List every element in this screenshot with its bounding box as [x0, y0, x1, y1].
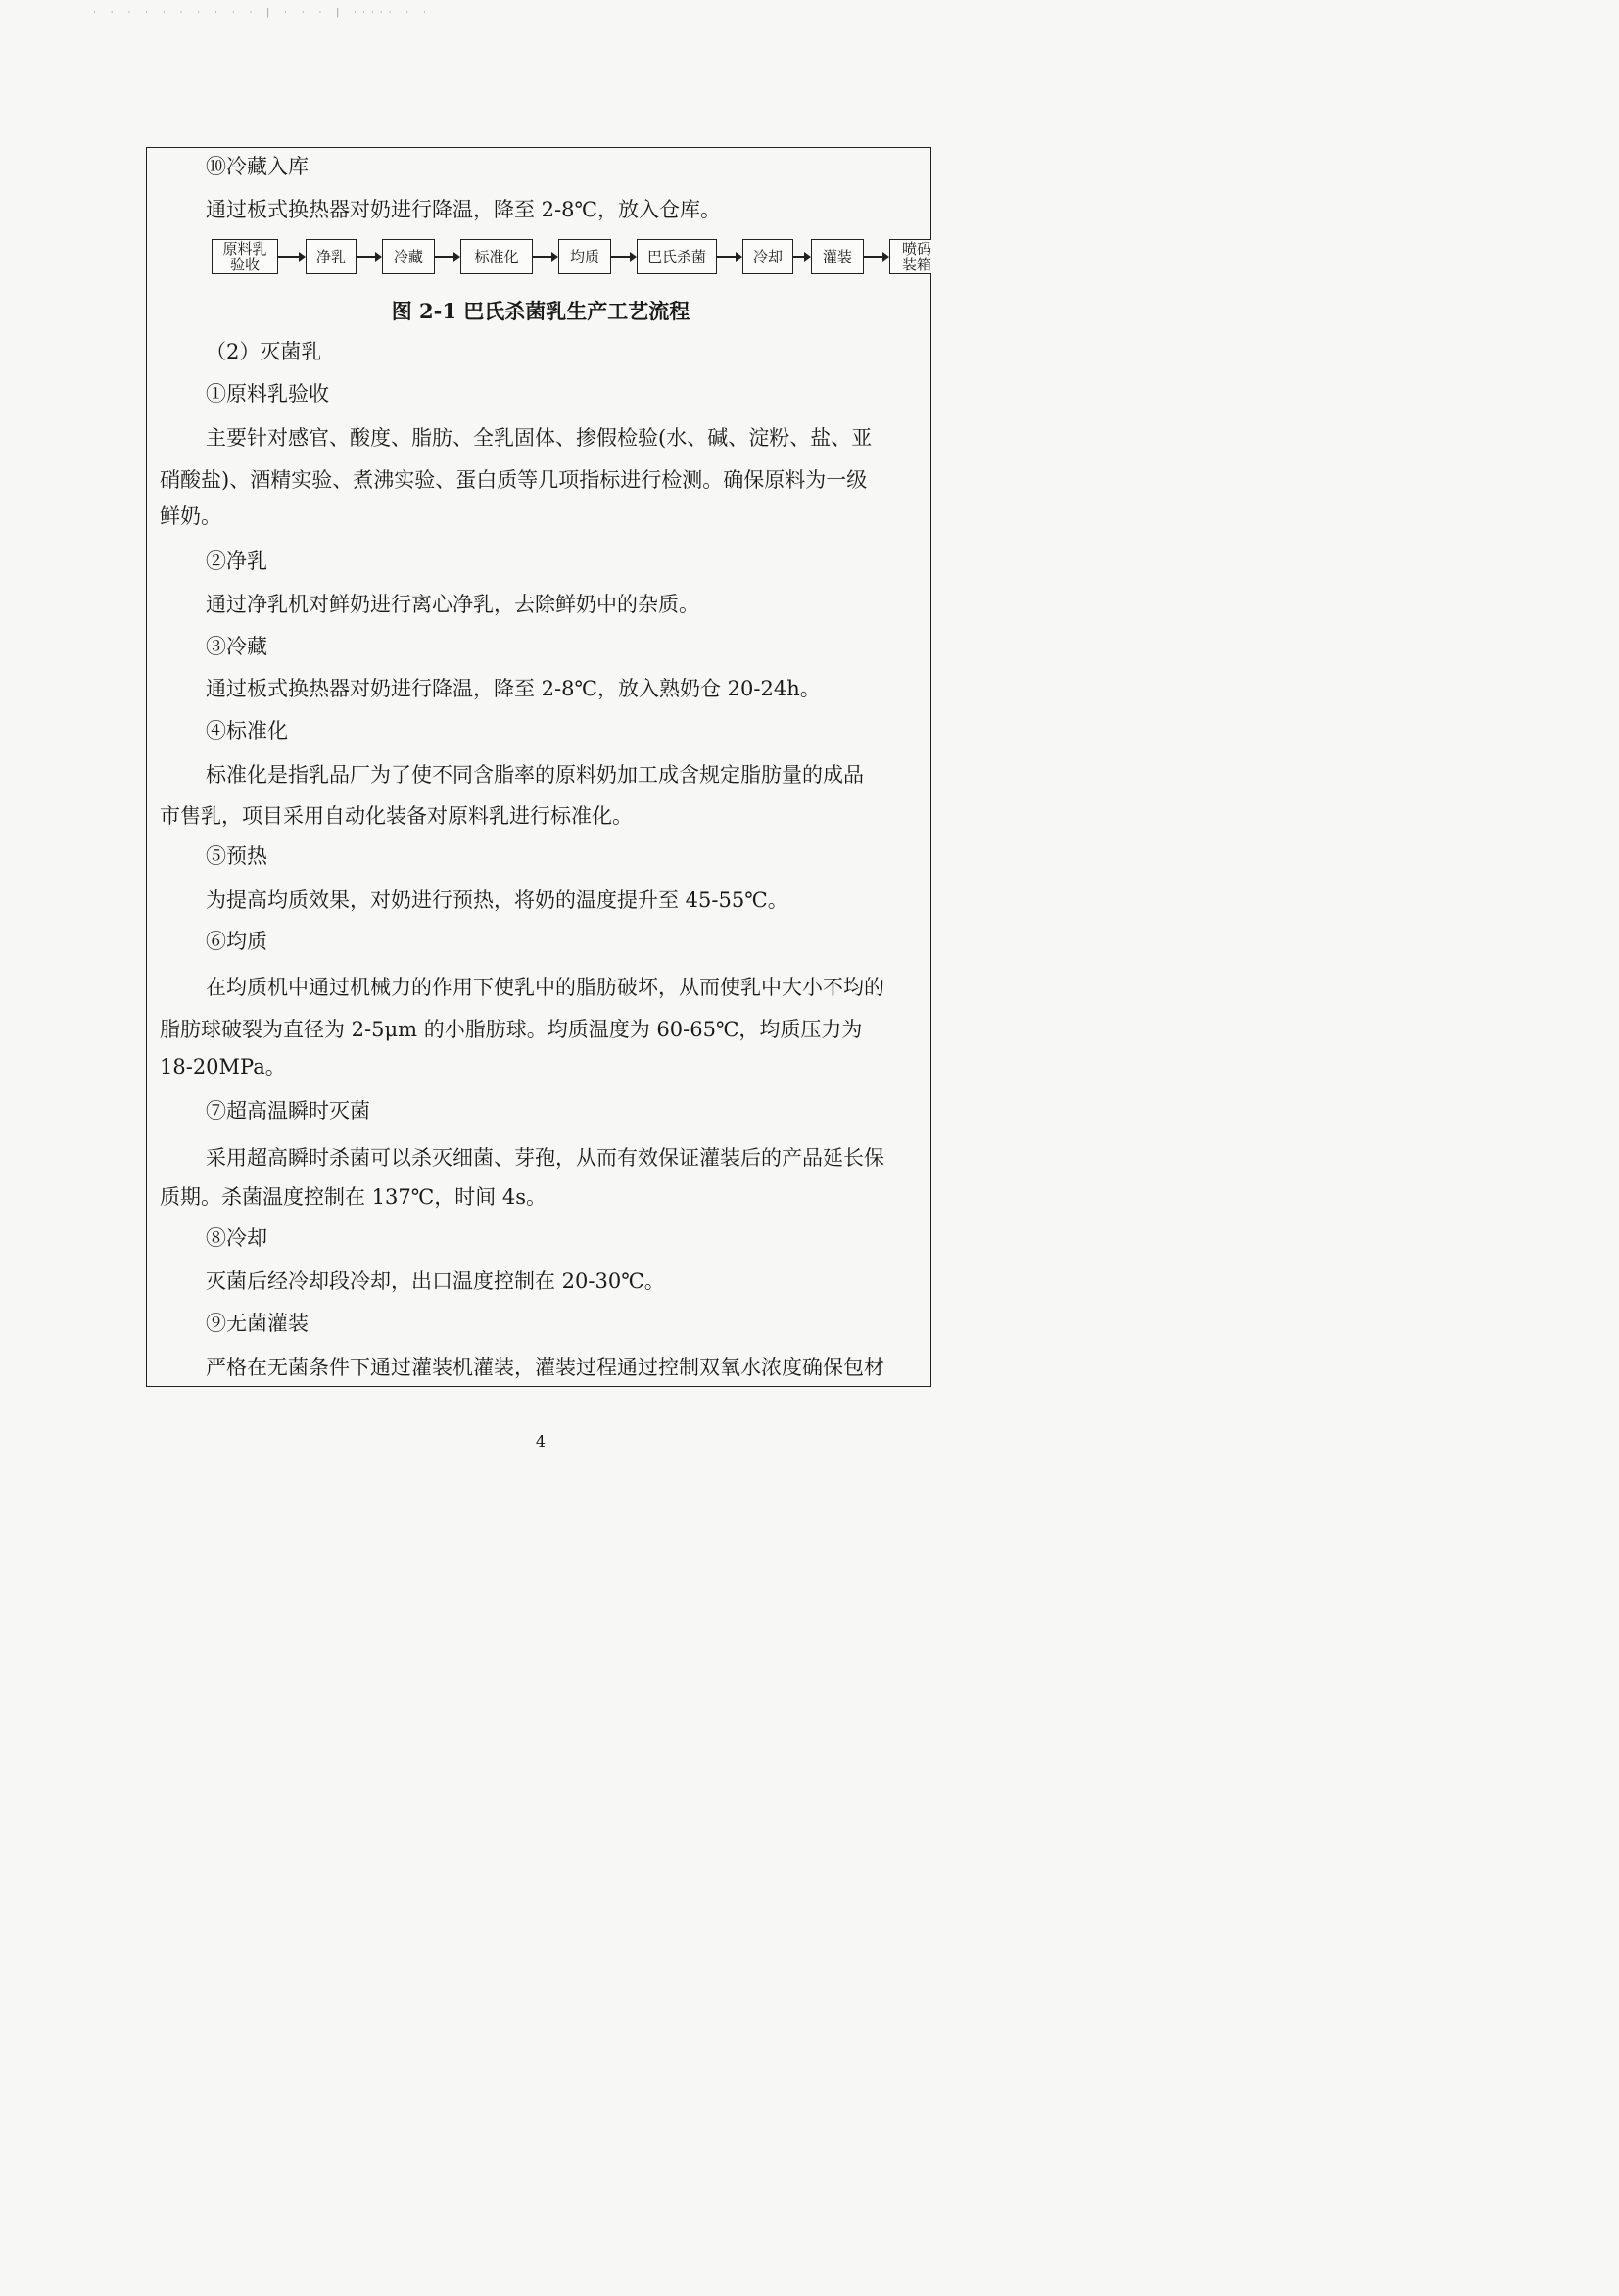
step-heading: ⑤预热 — [206, 844, 267, 868]
flow-arrow — [864, 256, 887, 258]
flow-step-label: 冷藏 — [393, 248, 423, 265]
flow-step-box — [306, 239, 357, 274]
process-flow-diagram — [209, 237, 931, 280]
paragraph-line: 严格在无菌条件下通过灌装机灌装，灌装过程通过控制双氧水浓度确保包材 — [206, 1356, 884, 1379]
flow-arrow — [357, 256, 380, 258]
paragraph-line: 为提高均质效果，对奶进行预热，将奶的温度提升至 45-55℃。 — [206, 888, 788, 912]
flow-step-label: 均质 — [569, 248, 599, 265]
step-heading: ⑨无菌灌装 — [206, 1312, 309, 1335]
flow-step-label: 巴氏杀菌 — [646, 248, 706, 265]
page-number: 4 — [535, 1432, 547, 1451]
paragraph-line: 通过板式换热器对奶进行降温，降至 2-8℃，放入仓库。 — [206, 198, 721, 221]
paragraph-line: 在均质机中通过机械力的作用下使乳中的脂肪破坏，从而使乳中大小不均的 — [206, 976, 884, 999]
step-heading: ⑩冷藏入库 — [206, 155, 309, 178]
paragraph-line: 采用超高瞬时杀菌可以杀灭细菌、芽孢，从而有效保证灌装后的产品延长保 — [206, 1146, 884, 1170]
flow-arrow — [717, 256, 740, 258]
flow-step-box — [811, 239, 864, 274]
step-heading: ④标准化 — [206, 719, 288, 742]
paragraph-line: 市售乳，项目采用自动化装备对原料乳进行标准化。 — [160, 804, 633, 828]
step-heading: ⑥均质 — [206, 930, 267, 953]
flow-step-box — [637, 239, 717, 274]
section-heading: （2）灭菌乳 — [206, 340, 322, 363]
paragraph-line: 质期。杀菌温度控制在 137℃，时间 4s。 — [160, 1185, 548, 1209]
flow-step-label: 灌装 — [822, 248, 852, 265]
flow-arrow — [533, 256, 556, 258]
paragraph-line: 主要针对感官、酸度、脂肪、全乳固体、掺假检验(水、碱、淀粉、盐、亚 — [206, 426, 873, 450]
paragraph-line: 标准化是指乳品厂为了使不同含脂率的原料奶加工成含规定脂肪量的成品 — [206, 763, 864, 787]
flow-step-label: 原料乳 验收 — [222, 240, 267, 273]
flow-step-box — [382, 239, 435, 274]
step-heading: ②净乳 — [206, 550, 267, 573]
step-heading: ①原料乳验收 — [206, 382, 329, 406]
flow-step-box — [460, 239, 533, 274]
figure-caption: 图 2-1 巴氏杀菌乳生产工艺流程 — [391, 299, 690, 323]
flow-step-box — [742, 239, 793, 274]
paragraph-line: 鲜奶。 — [160, 504, 221, 528]
flow-arrow — [435, 256, 458, 258]
step-heading: ③冷藏 — [206, 635, 267, 658]
paragraph-line: 灭菌后经冷却段冷却，出口温度控制在 20-30℃。 — [206, 1269, 665, 1293]
flow-step-label: 冷却 — [752, 248, 783, 265]
flow-arrow — [611, 256, 635, 258]
step-heading: ⑦超高温瞬时灭菌 — [206, 1099, 370, 1123]
paragraph-line: 通过板式换热器对奶进行降温，降至 2-8℃，放入熟奶仓 20-24h。 — [206, 677, 821, 700]
flow-step-box — [212, 239, 278, 274]
flow-step-label: 标准化 — [474, 248, 519, 265]
paragraph-line: 18-20MPa。 — [160, 1055, 286, 1078]
flow-step-label: 净乳 — [315, 248, 346, 265]
scan-noise: · · · · · · · · · · | · · · | ····· · · — [93, 8, 432, 18]
flow-arrow — [793, 256, 809, 258]
paragraph-line: 通过净乳机对鲜奶进行离心净乳，去除鲜奶中的杂质。 — [206, 593, 699, 616]
flow-step-label: 喷码 装箱 — [901, 240, 931, 273]
paragraph-line: 脂肪球破裂为直径为 2-5μm 的小脂肪球。均质温度为 60-65℃，均质压力为 — [160, 1018, 863, 1041]
paragraph-line: 硝酸盐)、酒精实验、煮沸实验、蛋白质等几项指标进行检测。确保原料为一级 — [160, 468, 868, 492]
step-heading: ⑧冷却 — [206, 1226, 267, 1250]
flow-step-box — [558, 239, 611, 274]
flow-step-box — [889, 239, 931, 274]
flow-arrow — [278, 256, 304, 258]
